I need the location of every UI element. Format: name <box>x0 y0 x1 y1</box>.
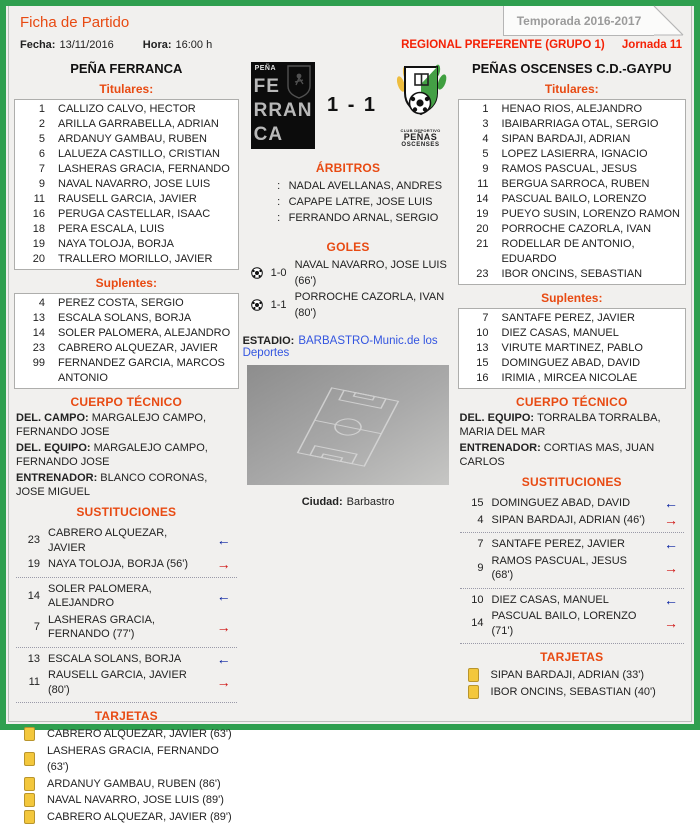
player-row <box>459 102 686 117</box>
player-number: 13 <box>459 341 489 356</box>
substitution-out-row <box>460 513 685 528</box>
player-name: ESCALA SOLANS, BORJA <box>58 311 238 326</box>
player-row <box>459 222 686 237</box>
player-number: 6 <box>15 147 45 162</box>
referees-header: ÁRBITROS <box>243 161 454 175</box>
home-team-name: PEÑA FERRANCA <box>14 61 239 76</box>
player-row <box>459 356 686 371</box>
player-number: 9 <box>459 162 489 177</box>
player-name: VIRUTE MARTINEZ, PABLO <box>502 341 686 356</box>
referee-colon: : <box>269 210 289 226</box>
away-cards-list <box>462 667 683 700</box>
staff-name: TORRALBA TORRALBA, MARIA DEL MAR <box>460 412 661 438</box>
player-row <box>459 326 686 341</box>
stadium-label: ESTADIO: <box>243 335 295 347</box>
player-number: 11 <box>459 177 489 192</box>
player-number: 14 <box>459 192 489 207</box>
player-name: RODELLAR DE ANTONIO, EDUARDO <box>502 237 686 267</box>
player-number: 99 <box>15 356 45 386</box>
away-logo-club-text: CLUB DEPORTIVO <box>390 129 452 133</box>
goal-score: 1-1 <box>271 297 295 313</box>
player-row <box>459 147 686 162</box>
player-row <box>459 371 686 386</box>
card-player-name: SIPAN BARDAJI, ADRIAN (33') <box>491 667 645 684</box>
goal-row <box>243 289 454 321</box>
home-logo-line: FE <box>254 75 313 99</box>
card-row <box>462 667 683 684</box>
score-row <box>251 62 452 149</box>
yellow-card-icon <box>24 727 35 741</box>
home-logo-line: CA <box>254 123 313 147</box>
player-row <box>15 132 238 147</box>
player-name: CALLIZO CALVO, HECTOR <box>58 102 238 117</box>
player-number: 2 <box>15 117 45 132</box>
player-name: ARDANUY GAMBAU, RUBEN <box>58 132 238 147</box>
player-name: DIEZ CASAS, MANUEL <box>502 326 686 341</box>
staff-line <box>460 442 685 469</box>
staff-role: ENTRENADOR: <box>460 442 541 454</box>
player-row <box>15 296 238 311</box>
hora-value: 16:00 h <box>176 39 213 51</box>
home-team-column <box>14 58 239 720</box>
away-suplentes-header: Suplentes: <box>458 291 687 305</box>
player-number: 11 <box>16 675 40 690</box>
player-number: 4 <box>460 513 484 528</box>
staff-role: DEL. EQUIPO: <box>460 412 535 424</box>
player-row <box>459 237 686 267</box>
player-row <box>459 267 686 282</box>
player-row <box>459 132 686 147</box>
player-row <box>459 177 686 192</box>
substitution-in-row <box>460 537 685 552</box>
goal-score: 1-0 <box>271 265 295 281</box>
sub-out-arrow-icon: → <box>205 557 237 572</box>
soccer-ball-icon <box>251 267 263 279</box>
sub-in-arrow-icon: ← <box>652 593 684 608</box>
home-suplentes-header: Suplentes: <box>14 276 239 290</box>
stadium-link[interactable]: BARBASTRO-Munic.de los Deportes <box>243 335 438 359</box>
player-number: 19 <box>15 237 45 252</box>
away-titulares-list <box>458 99 687 285</box>
away-staff-list <box>460 412 685 469</box>
page-fold-icon <box>654 6 683 35</box>
away-titulares-header: Titulares: <box>458 82 687 96</box>
card-row <box>18 792 235 809</box>
referees-list <box>243 178 454 226</box>
substitution-out-row <box>16 668 237 697</box>
card-row <box>18 743 235 776</box>
away-crest-icon <box>392 62 450 124</box>
player-number: 16 <box>459 371 489 386</box>
staff-name: BLANCO CORONAS, JOSE MIGUEL <box>16 472 207 498</box>
player-number: 5 <box>15 132 45 147</box>
away-staff-header: CUERPO TÉCNICO <box>458 395 687 409</box>
player-name: PERUGA CASTELLAR, ISAAC <box>58 207 238 222</box>
card-row <box>462 684 683 701</box>
player-number: 14 <box>16 589 40 604</box>
home-staff-header: CUERPO TÉCNICO <box>14 395 239 409</box>
substitution-out-row <box>460 609 685 638</box>
player-number: 4 <box>459 132 489 147</box>
player-number: 14 <box>460 616 484 631</box>
referee-name: NADAL AVELLANAS, ANDRES <box>289 178 442 194</box>
player-number: 7 <box>460 537 484 552</box>
substitution-pair <box>460 492 685 533</box>
player-name: LASHERAS GRACIA, FERNANDO <box>58 162 238 177</box>
player-name: PASCUAL BAILO, LORENZO <box>502 192 686 207</box>
fecha-value: 13/11/2016 <box>59 39 113 51</box>
player-number: 4 <box>15 296 45 311</box>
player-number: 16 <box>15 207 45 222</box>
away-suplentes-list <box>458 308 687 389</box>
player-row <box>15 311 238 326</box>
card-player-name: CABRERO ALQUEZAR, JAVIER (89') <box>47 809 232 825</box>
home-cards-list <box>18 726 235 825</box>
city-line <box>243 496 454 508</box>
player-name: SIPAN BARDAJI, ADRIAN (46') <box>492 513 653 528</box>
player-number: 23 <box>15 341 45 356</box>
player-row <box>15 207 238 222</box>
player-name: RAUSELL GARCIA, JAVIER <box>58 192 238 207</box>
home-staff-list <box>16 412 237 499</box>
player-name: TRALLERO MORILLO, JAVIER <box>58 252 238 267</box>
city-label: Ciudad: <box>302 496 343 508</box>
player-number: 14 <box>15 326 45 341</box>
referee-row <box>243 194 454 210</box>
sub-out-arrow-icon: → <box>652 513 684 528</box>
player-number: 7 <box>459 311 489 326</box>
home-logo-top-text: PEÑA <box>255 65 276 72</box>
referee-colon: : <box>269 194 289 210</box>
player-row <box>15 162 238 177</box>
player-row <box>15 326 238 341</box>
yellow-card-icon <box>24 777 35 791</box>
referee-row <box>243 210 454 226</box>
player-row <box>15 102 238 117</box>
player-number: 20 <box>15 252 45 267</box>
yellow-card-icon <box>24 752 35 766</box>
away-team-logo <box>390 62 452 149</box>
player-name: RAUSELL GARCIA, JAVIER (80') <box>48 668 205 697</box>
substitution-in-row <box>16 582 237 611</box>
match-score: 1 - 1 <box>327 94 377 117</box>
player-name: SIPAN BARDAJI, ADRIAN <box>502 132 686 147</box>
staff-name: MARGALEJO CAMPO, FERNANDO JOSE <box>16 412 206 438</box>
substitution-pair <box>16 578 237 648</box>
player-name: LOPEZ LASIERRA, IGNACIO <box>502 147 686 162</box>
substitution-out-row <box>460 554 685 583</box>
player-name: ARILLA GARRABELLA, ADRIAN <box>58 117 238 132</box>
player-name: LALUEZA CASTILLO, CRISTIAN <box>58 147 238 162</box>
player-name: RAMOS PASCUAL, JESUS <box>502 162 686 177</box>
season-tab[interactable] <box>503 6 654 36</box>
player-row <box>459 341 686 356</box>
sub-out-arrow-icon: → <box>205 675 237 690</box>
home-team-logo <box>251 62 315 149</box>
player-name: SOLER PALOMERA, ALEJANDRO <box>58 326 238 341</box>
match-center-column <box>239 58 458 720</box>
substitution-pair <box>460 533 685 589</box>
player-number: 20 <box>459 222 489 237</box>
yellow-card-icon <box>24 810 35 824</box>
player-name: PASCUAL BAILO, LORENZO (71') <box>492 609 653 638</box>
substitution-pair <box>16 522 237 578</box>
substitution-in-row <box>16 526 237 555</box>
home-substitutions-list <box>16 522 237 703</box>
player-number: 19 <box>459 207 489 222</box>
player-row <box>15 117 238 132</box>
player-row <box>459 162 686 177</box>
player-name: DOMINGUEZ ABAD, DAVID <box>492 496 653 511</box>
substitution-out-row <box>16 613 237 642</box>
home-suplentes-list <box>14 293 239 389</box>
home-logo-line: RRAN <box>254 99 313 123</box>
player-row <box>15 222 238 237</box>
yellow-card-icon <box>468 668 479 682</box>
away-logo-name-line: PEÑAS <box>390 133 452 142</box>
player-row <box>459 192 686 207</box>
hora-label: Hora: <box>143 39 172 51</box>
player-name: IBAIBARRIAGA OTAL, SERGIO <box>502 117 686 132</box>
player-name: HENAO RIOS, ALEJANDRO <box>502 102 686 117</box>
player-name: NAVAL NAVARRO, JOSE LUIS <box>58 177 238 192</box>
away-team-column <box>458 58 687 720</box>
player-number: 21 <box>459 237 489 267</box>
player-number: 19 <box>16 557 40 572</box>
staff-role: DEL. EQUIPO: <box>16 442 91 454</box>
card-player-name: NAVAL NAVARRO, JOSE LUIS (89') <box>47 792 224 809</box>
home-substitutions-header: SUSTITUCIONES <box>14 505 239 519</box>
away-cards-header: TARJETAS <box>458 650 687 664</box>
player-number: 7 <box>16 620 40 635</box>
player-number: 23 <box>459 267 489 282</box>
card-row <box>18 809 235 825</box>
player-row <box>15 237 238 252</box>
player-number: 23 <box>16 533 40 548</box>
goal-row <box>243 257 454 289</box>
staff-role: DEL. CAMPO: <box>16 412 89 424</box>
staff-name: CORTIAS MAS, JUAN CARLOS <box>460 442 655 468</box>
card-row <box>18 726 235 743</box>
player-name: IRIMIA , MIRCEA NICOLAE <box>502 371 686 386</box>
player-name: NAYA TOLOJA, BORJA (56') <box>48 557 205 572</box>
player-number: 18 <box>15 222 45 237</box>
player-number: 13 <box>15 311 45 326</box>
player-name: LASHERAS GRACIA, FERNANDO (77') <box>48 613 205 642</box>
substitution-in-row <box>460 593 685 608</box>
card-player-name: CABRERO ALQUEZAR, JAVIER (63') <box>47 726 232 743</box>
substitution-pair <box>460 589 685 645</box>
fecha-label: Fecha: <box>20 39 55 51</box>
substitution-pair <box>16 648 237 704</box>
player-row <box>459 117 686 132</box>
player-name: FERNANDEZ GARCIA, MARCOS ANTONIO <box>58 356 238 386</box>
player-row <box>15 356 238 386</box>
date-time <box>20 39 212 51</box>
player-row <box>15 147 238 162</box>
soccer-ball-icon <box>251 299 263 311</box>
jornada-label: Jornada 11 <box>622 39 682 51</box>
player-number: 9 <box>460 561 484 576</box>
player-name: PEREZ COSTA, SERGIO <box>58 296 238 311</box>
staff-name: MARGALEJO CAMPO, FERNANDO JOSE <box>16 442 208 468</box>
player-number: 10 <box>460 593 484 608</box>
competition-name: REGIONAL PREFERENTE (GRUPO 1) <box>401 39 605 51</box>
card-player-name: IBOR ONCINS, SEBASTIAN (40') <box>491 684 656 701</box>
player-name: SANTAFE PEREZ, JAVIER <box>502 311 686 326</box>
home-titulares-list <box>14 99 239 270</box>
sub-out-arrow-icon: → <box>652 616 684 631</box>
player-row <box>15 192 238 207</box>
sub-in-arrow-icon: ← <box>205 589 237 604</box>
stadium-line <box>243 335 454 359</box>
player-number: 9 <box>15 177 45 192</box>
referee-name: CAPAPE LATRE, JOSE LUIS <box>289 194 433 210</box>
card-player-name: ARDANUY GAMBAU, RUBEN (86') <box>47 776 221 793</box>
staff-role: ENTRENADOR: <box>16 472 97 484</box>
player-name: PUEYO SUSIN, LORENZO RAMON <box>502 207 686 222</box>
player-number: 3 <box>459 117 489 132</box>
player-row <box>459 311 686 326</box>
player-name: DOMINGUEZ ABAD, DAVID <box>502 356 686 371</box>
player-row <box>459 207 686 222</box>
player-name: IBOR ONCINS, SEBASTIAN <box>502 267 686 282</box>
player-name: SANTAFE PEREZ, JAVIER <box>492 537 653 552</box>
sub-out-arrow-icon: → <box>652 561 684 576</box>
staff-line <box>16 412 237 439</box>
goal-scorer: PORROCHE CAZORLA, IVAN (80') <box>295 289 454 321</box>
page-title: Ficha de Partido <box>20 14 129 31</box>
match-meta-row <box>20 39 682 51</box>
player-name: CABRERO ALQUEZAR, JAVIER <box>58 341 238 356</box>
player-row <box>15 177 238 192</box>
referee-colon: : <box>269 178 289 194</box>
player-name: SOLER PALOMERA, ALEJANDRO <box>48 582 205 611</box>
yellow-card-icon <box>468 685 479 699</box>
sub-in-arrow-icon: ← <box>652 496 684 511</box>
referee-row <box>243 178 454 194</box>
staff-line <box>460 412 685 439</box>
player-number: 5 <box>459 147 489 162</box>
player-number: 10 <box>459 326 489 341</box>
substitution-in-row <box>16 652 237 667</box>
player-name: CABRERO ALQUEZAR, JAVIER <box>48 526 205 555</box>
player-row <box>15 252 238 267</box>
player-row <box>15 341 238 356</box>
goals-header: GOLES <box>243 240 454 254</box>
card-row <box>18 776 235 793</box>
player-name: DIEZ CASAS, MANUEL <box>492 593 653 608</box>
player-number: 7 <box>15 162 45 177</box>
home-titulares-header: Titulares: <box>14 82 239 96</box>
player-number: 15 <box>459 356 489 371</box>
player-number: 1 <box>15 102 45 117</box>
away-substitutions-header: SUSTITUCIONES <box>458 475 687 489</box>
away-substitutions-list <box>460 492 685 644</box>
player-name: RAMOS PASCUAL, JESUS (68') <box>492 554 653 583</box>
player-number: 1 <box>459 102 489 117</box>
sub-out-arrow-icon: → <box>205 620 237 635</box>
yellow-card-icon <box>24 793 35 807</box>
player-name: NAYA TOLOJA, BORJA <box>58 237 238 252</box>
player-name: BERGUA SARROCA, RUBEN <box>502 177 686 192</box>
away-team-name: PEÑAS OSCENSES C.D.-GAYPU <box>458 61 687 76</box>
substitution-in-row <box>460 496 685 511</box>
city-value: Barbastro <box>347 496 395 508</box>
player-name: PERA ESCALA, LUIS <box>58 222 238 237</box>
sub-in-arrow-icon: ← <box>205 533 237 548</box>
player-number: 15 <box>460 496 484 511</box>
stadium-pitch-image <box>247 365 449 490</box>
away-logo-name-line: OSCENSES <box>390 142 452 149</box>
sub-in-arrow-icon: ← <box>652 537 684 552</box>
goals-list <box>243 257 454 321</box>
player-name: PORROCHE CAZORLA, IVAN <box>502 222 686 237</box>
substitution-out-row <box>16 557 237 572</box>
staff-line <box>16 442 237 469</box>
home-cards-header: TARJETAS <box>14 709 239 723</box>
staff-line <box>16 472 237 499</box>
sub-in-arrow-icon: ← <box>205 652 237 667</box>
goal-scorer: NAVAL NAVARRO, JOSE LUIS (66') <box>295 257 454 289</box>
player-number: 11 <box>15 192 45 207</box>
card-player-name: LASHERAS GRACIA, FERNANDO (63') <box>47 743 235 776</box>
player-number: 13 <box>16 652 40 667</box>
season-label: Temporada 2016-2017 <box>517 14 642 28</box>
competition-info <box>401 39 682 51</box>
referee-name: FERRANDO ARNAL, SERGIO <box>289 210 439 226</box>
player-name: ESCALA SOLANS, BORJA <box>48 652 205 667</box>
